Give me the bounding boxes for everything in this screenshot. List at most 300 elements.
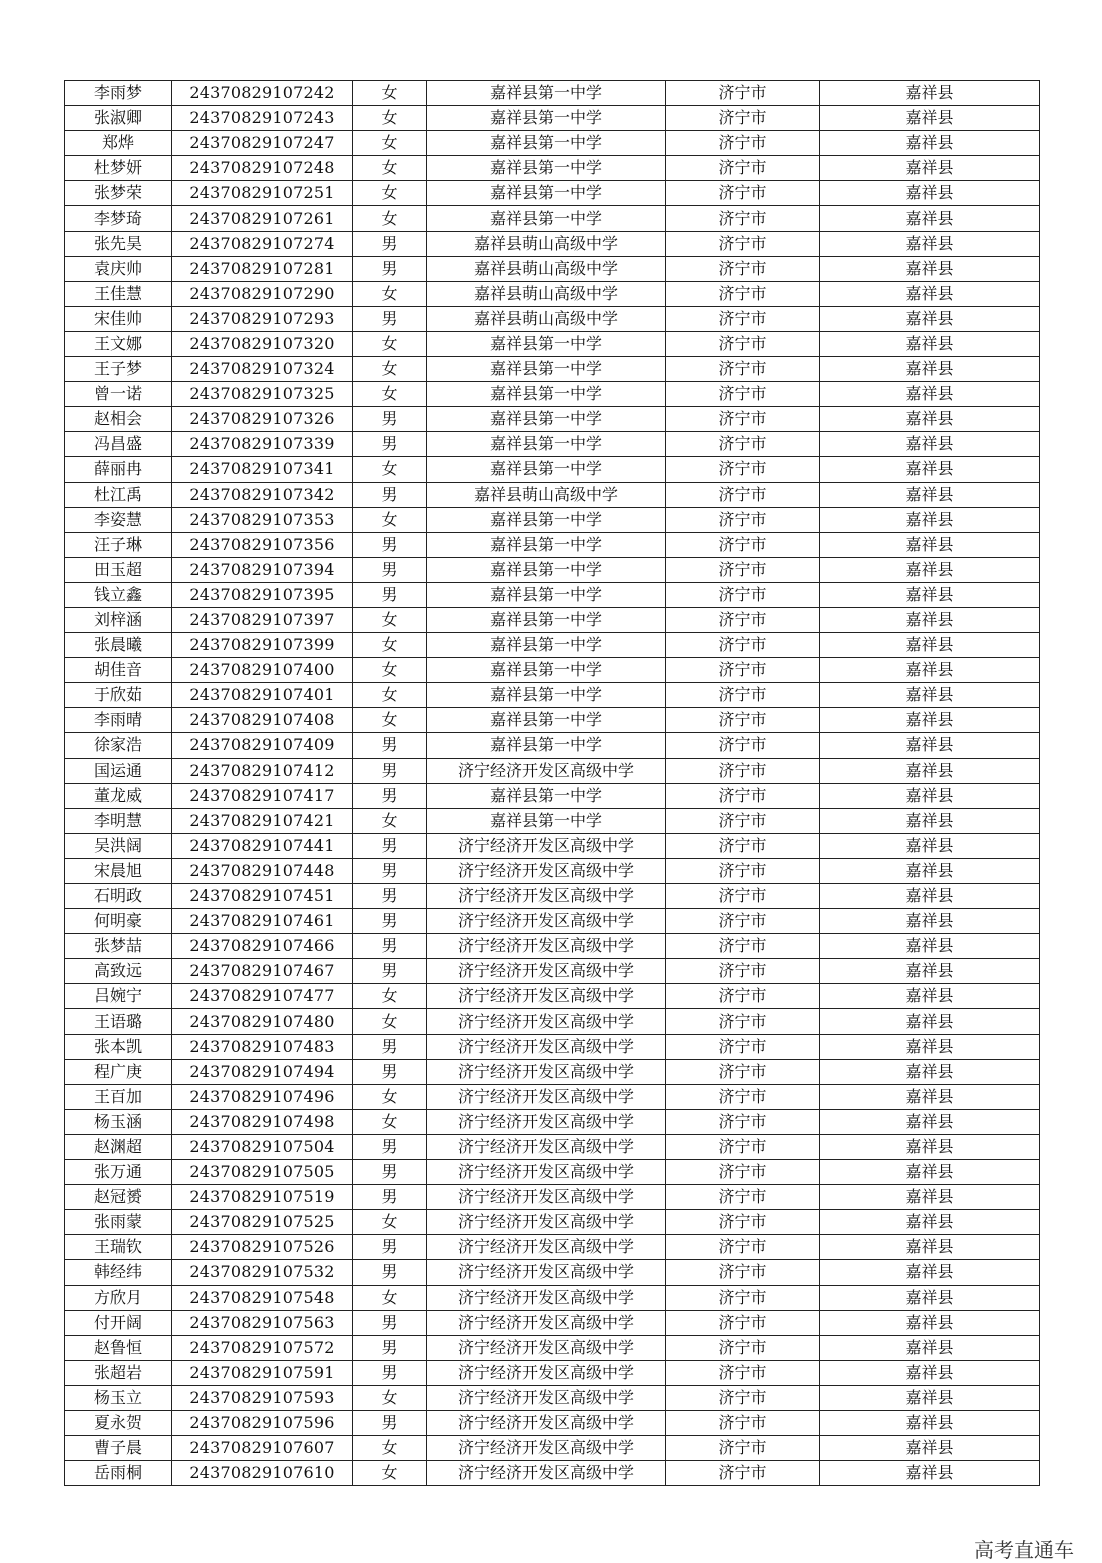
county-cell: 嘉祥县 — [820, 1134, 1040, 1159]
school-cell: 嘉祥县第一中学 — [427, 206, 666, 231]
gender-cell: 女 — [353, 181, 427, 206]
city-cell: 济宁市 — [666, 1385, 820, 1410]
county-cell: 嘉祥县 — [820, 934, 1040, 959]
county-cell: 嘉祥县 — [820, 432, 1040, 457]
table-row — [65, 181, 1040, 206]
table-row — [65, 1009, 1040, 1034]
school-cell: 嘉祥县第一中学 — [427, 156, 666, 181]
city-cell: 济宁市 — [666, 783, 820, 808]
gender-cell: 女 — [353, 206, 427, 231]
school-cell: 济宁经济开发区高级中学 — [427, 1235, 666, 1260]
table-row — [65, 256, 1040, 281]
exam-id-cell: 24370829107400 — [172, 658, 353, 683]
exam-id-cell: 24370829107596 — [172, 1410, 353, 1435]
school-cell: 嘉祥县第一中学 — [427, 131, 666, 156]
exam-id-cell: 24370829107409 — [172, 733, 353, 758]
gender-cell: 女 — [353, 81, 427, 106]
city-cell: 济宁市 — [666, 131, 820, 156]
gender-cell: 男 — [353, 532, 427, 557]
city-cell: 济宁市 — [666, 306, 820, 331]
table-row — [65, 206, 1040, 231]
student-name-cell: 李雨梦 — [65, 81, 172, 106]
student-name-cell: 赵冠赟 — [65, 1185, 172, 1210]
gender-cell: 女 — [353, 808, 427, 833]
school-cell: 济宁经济开发区高级中学 — [427, 1436, 666, 1461]
city-cell: 济宁市 — [666, 256, 820, 281]
exam-id-cell: 24370829107532 — [172, 1260, 353, 1285]
exam-id-cell: 24370829107563 — [172, 1310, 353, 1335]
county-cell: 嘉祥县 — [820, 758, 1040, 783]
exam-id-cell: 24370829107421 — [172, 808, 353, 833]
gender-cell: 男 — [353, 432, 427, 457]
gender-cell: 男 — [353, 1360, 427, 1385]
student-name-cell: 岳雨桐 — [65, 1461, 172, 1486]
gender-cell: 女 — [353, 633, 427, 658]
exam-id-cell: 24370829107353 — [172, 507, 353, 532]
student-name-cell: 张本凯 — [65, 1034, 172, 1059]
gender-cell: 男 — [353, 758, 427, 783]
city-cell: 济宁市 — [666, 1084, 820, 1109]
school-cell: 济宁经济开发区高级中学 — [427, 984, 666, 1009]
county-cell: 嘉祥县 — [820, 708, 1040, 733]
table-row — [65, 1461, 1040, 1486]
gender-cell: 女 — [353, 607, 427, 632]
county-cell: 嘉祥县 — [820, 1084, 1040, 1109]
exam-id-cell: 24370829107394 — [172, 557, 353, 582]
city-cell: 济宁市 — [666, 1310, 820, 1335]
student-name-cell: 石明政 — [65, 884, 172, 909]
county-cell: 嘉祥县 — [820, 984, 1040, 1009]
county-cell: 嘉祥县 — [820, 1160, 1040, 1185]
gender-cell: 男 — [353, 1160, 427, 1185]
exam-id-cell: 24370829107505 — [172, 1160, 353, 1185]
county-cell: 嘉祥县 — [820, 156, 1040, 181]
gender-cell: 男 — [353, 909, 427, 934]
school-cell: 嘉祥县第一中学 — [427, 733, 666, 758]
city-cell: 济宁市 — [666, 1410, 820, 1435]
county-cell: 嘉祥县 — [820, 557, 1040, 582]
school-cell: 嘉祥县第一中学 — [427, 633, 666, 658]
student-name-cell: 钱立鑫 — [65, 582, 172, 607]
city-cell: 济宁市 — [666, 909, 820, 934]
school-cell: 济宁经济开发区高级中学 — [427, 1360, 666, 1385]
student-name-cell: 王佳慧 — [65, 281, 172, 306]
county-cell: 嘉祥县 — [820, 1059, 1040, 1084]
school-cell: 济宁经济开发区高级中学 — [427, 1285, 666, 1310]
gender-cell: 男 — [353, 1410, 427, 1435]
school-cell: 嘉祥县第一中学 — [427, 106, 666, 131]
city-cell: 济宁市 — [666, 181, 820, 206]
county-cell: 嘉祥县 — [820, 1410, 1040, 1435]
table-row — [65, 758, 1040, 783]
gender-cell: 男 — [353, 934, 427, 959]
city-cell: 济宁市 — [666, 1260, 820, 1285]
table-row — [65, 934, 1040, 959]
school-cell: 济宁经济开发区高级中学 — [427, 909, 666, 934]
exam-id-cell: 24370829107290 — [172, 281, 353, 306]
student-name-cell: 张淑卿 — [65, 106, 172, 131]
city-cell: 济宁市 — [666, 1461, 820, 1486]
county-cell: 嘉祥县 — [820, 206, 1040, 231]
table-row — [65, 984, 1040, 1009]
county-cell: 嘉祥县 — [820, 331, 1040, 356]
city-cell: 济宁市 — [666, 557, 820, 582]
student-name-cell: 王语璐 — [65, 1009, 172, 1034]
table-row — [65, 1360, 1040, 1385]
school-cell: 济宁经济开发区高级中学 — [427, 858, 666, 883]
county-cell: 嘉祥县 — [820, 256, 1040, 281]
school-cell: 济宁经济开发区高级中学 — [427, 934, 666, 959]
exam-id-cell: 24370829107324 — [172, 357, 353, 382]
school-cell: 济宁经济开发区高级中学 — [427, 1185, 666, 1210]
student-name-cell: 赵鲁恒 — [65, 1335, 172, 1360]
student-name-cell: 程广庚 — [65, 1059, 172, 1084]
table-row — [65, 432, 1040, 457]
student-name-cell: 张先昊 — [65, 231, 172, 256]
school-cell: 济宁经济开发区高级中学 — [427, 1134, 666, 1159]
table-row — [65, 733, 1040, 758]
gender-cell: 女 — [353, 1084, 427, 1109]
student-name-cell: 冯昌盛 — [65, 432, 172, 457]
county-cell: 嘉祥县 — [820, 1034, 1040, 1059]
county-cell: 嘉祥县 — [820, 607, 1040, 632]
gender-cell: 女 — [353, 357, 427, 382]
student-name-cell: 张梦喆 — [65, 934, 172, 959]
exam-id-cell: 24370829107356 — [172, 532, 353, 557]
school-cell: 嘉祥县第一中学 — [427, 331, 666, 356]
city-cell: 济宁市 — [666, 357, 820, 382]
table-row — [65, 658, 1040, 683]
student-name-cell: 李梦琦 — [65, 206, 172, 231]
city-cell: 济宁市 — [666, 808, 820, 833]
county-cell: 嘉祥县 — [820, 959, 1040, 984]
city-cell: 济宁市 — [666, 1160, 820, 1185]
county-cell: 嘉祥县 — [820, 683, 1040, 708]
city-cell: 济宁市 — [666, 934, 820, 959]
school-cell: 嘉祥县萌山高级中学 — [427, 256, 666, 281]
gender-cell: 男 — [353, 1310, 427, 1335]
school-cell: 嘉祥县第一中学 — [427, 181, 666, 206]
roster-body — [65, 81, 1040, 1486]
gender-cell: 男 — [353, 256, 427, 281]
exam-id-cell: 24370829107293 — [172, 306, 353, 331]
exam-id-cell: 24370829107494 — [172, 1059, 353, 1084]
student-name-cell: 胡佳音 — [65, 658, 172, 683]
school-cell: 济宁经济开发区高级中学 — [427, 959, 666, 984]
county-cell: 嘉祥县 — [820, 1285, 1040, 1310]
county-cell: 嘉祥县 — [820, 382, 1040, 407]
school-cell: 济宁经济开发区高级中学 — [427, 1034, 666, 1059]
school-cell: 济宁经济开发区高级中学 — [427, 1335, 666, 1360]
exam-id-cell: 24370829107519 — [172, 1185, 353, 1210]
city-cell: 济宁市 — [666, 1285, 820, 1310]
student-name-cell: 王百加 — [65, 1084, 172, 1109]
city-cell: 济宁市 — [666, 959, 820, 984]
school-cell: 济宁经济开发区高级中学 — [427, 884, 666, 909]
city-cell: 济宁市 — [666, 607, 820, 632]
exam-id-cell: 24370829107448 — [172, 858, 353, 883]
gender-cell: 女 — [353, 156, 427, 181]
city-cell: 济宁市 — [666, 1134, 820, 1159]
school-cell: 嘉祥县第一中学 — [427, 808, 666, 833]
table-row — [65, 507, 1040, 532]
student-name-cell: 薛丽冉 — [65, 457, 172, 482]
gender-cell: 男 — [353, 959, 427, 984]
city-cell: 济宁市 — [666, 708, 820, 733]
exam-id-cell: 24370829107441 — [172, 833, 353, 858]
table-row — [65, 708, 1040, 733]
student-name-cell: 曹子晨 — [65, 1436, 172, 1461]
school-cell: 嘉祥县第一中学 — [427, 357, 666, 382]
exam-id-cell: 24370829107593 — [172, 1385, 353, 1410]
county-cell: 嘉祥县 — [820, 1185, 1040, 1210]
student-name-cell: 何明豪 — [65, 909, 172, 934]
county-cell: 嘉祥县 — [820, 1360, 1040, 1385]
watermark-text: 高考直通车 — [974, 1538, 1074, 1562]
student-name-cell: 方欣月 — [65, 1285, 172, 1310]
table-row — [65, 1260, 1040, 1285]
exam-id-cell: 24370829107451 — [172, 884, 353, 909]
student-roster-table — [64, 80, 1040, 1486]
table-row — [65, 959, 1040, 984]
gender-cell: 女 — [353, 507, 427, 532]
table-row — [65, 557, 1040, 582]
school-cell: 嘉祥县第一中学 — [427, 81, 666, 106]
exam-id-cell: 24370829107607 — [172, 1436, 353, 1461]
exam-id-cell: 24370829107341 — [172, 457, 353, 482]
student-name-cell: 杜梦妍 — [65, 156, 172, 181]
school-cell: 济宁经济开发区高级中学 — [427, 1410, 666, 1435]
student-name-cell: 国运通 — [65, 758, 172, 783]
city-cell: 济宁市 — [666, 1009, 820, 1034]
exam-id-cell: 24370829107401 — [172, 683, 353, 708]
table-row — [65, 1436, 1040, 1461]
gender-cell: 女 — [353, 1109, 427, 1134]
gender-cell: 男 — [353, 833, 427, 858]
table-row — [65, 482, 1040, 507]
city-cell: 济宁市 — [666, 1335, 820, 1360]
county-cell: 嘉祥县 — [820, 106, 1040, 131]
exam-id-cell: 24370829107248 — [172, 156, 353, 181]
gender-cell: 女 — [353, 382, 427, 407]
city-cell: 济宁市 — [666, 633, 820, 658]
student-name-cell: 袁庆帅 — [65, 256, 172, 281]
exam-id-cell: 24370829107320 — [172, 331, 353, 356]
exam-id-cell: 24370829107399 — [172, 633, 353, 658]
city-cell: 济宁市 — [666, 331, 820, 356]
exam-id-cell: 24370829107326 — [172, 407, 353, 432]
student-name-cell: 于欣茹 — [65, 683, 172, 708]
county-cell: 嘉祥县 — [820, 1009, 1040, 1034]
gender-cell: 男 — [353, 783, 427, 808]
exam-id-cell: 24370829107466 — [172, 934, 353, 959]
student-name-cell: 徐家浩 — [65, 733, 172, 758]
county-cell: 嘉祥县 — [820, 884, 1040, 909]
exam-id-cell: 24370829107339 — [172, 432, 353, 457]
city-cell: 济宁市 — [666, 758, 820, 783]
table-row — [65, 1285, 1040, 1310]
school-cell: 嘉祥县第一中学 — [427, 432, 666, 457]
exam-id-cell: 24370829107243 — [172, 106, 353, 131]
school-cell: 济宁经济开发区高级中学 — [427, 1260, 666, 1285]
gender-cell: 女 — [353, 1461, 427, 1486]
city-cell: 济宁市 — [666, 1210, 820, 1235]
city-cell: 济宁市 — [666, 106, 820, 131]
gender-cell: 男 — [353, 306, 427, 331]
gender-cell: 男 — [353, 1335, 427, 1360]
exam-id-cell: 24370829107395 — [172, 582, 353, 607]
school-cell: 嘉祥县第一中学 — [427, 658, 666, 683]
school-cell: 济宁经济开发区高级中学 — [427, 1109, 666, 1134]
gender-cell: 男 — [353, 1134, 427, 1159]
exam-id-cell: 24370829107251 — [172, 181, 353, 206]
school-cell: 济宁经济开发区高级中学 — [427, 1160, 666, 1185]
school-cell: 嘉祥县萌山高级中学 — [427, 281, 666, 306]
table-row — [65, 1084, 1040, 1109]
table-row — [65, 1235, 1040, 1260]
city-cell: 济宁市 — [666, 457, 820, 482]
exam-id-cell: 24370829107247 — [172, 131, 353, 156]
city-cell: 济宁市 — [666, 1109, 820, 1134]
exam-id-cell: 24370829107461 — [172, 909, 353, 934]
table-row — [65, 1160, 1040, 1185]
city-cell: 济宁市 — [666, 833, 820, 858]
table-row — [65, 106, 1040, 131]
school-cell: 嘉祥县第一中学 — [427, 783, 666, 808]
student-name-cell: 吕婉宁 — [65, 984, 172, 1009]
student-name-cell: 李雨晴 — [65, 708, 172, 733]
student-name-cell: 付开阔 — [65, 1310, 172, 1335]
county-cell: 嘉祥县 — [820, 1461, 1040, 1486]
table-row — [65, 407, 1040, 432]
county-cell: 嘉祥县 — [820, 833, 1040, 858]
exam-id-cell: 24370829107496 — [172, 1084, 353, 1109]
gender-cell: 男 — [353, 1235, 427, 1260]
city-cell: 济宁市 — [666, 884, 820, 909]
student-name-cell: 宋佳帅 — [65, 306, 172, 331]
school-cell: 嘉祥县萌山高级中学 — [427, 306, 666, 331]
gender-cell: 男 — [353, 1185, 427, 1210]
table-row — [65, 382, 1040, 407]
school-cell: 济宁经济开发区高级中学 — [427, 1385, 666, 1410]
county-cell: 嘉祥县 — [820, 1335, 1040, 1360]
student-name-cell: 张超岩 — [65, 1360, 172, 1385]
school-cell: 嘉祥县第一中学 — [427, 507, 666, 532]
school-cell: 嘉祥县第一中学 — [427, 708, 666, 733]
county-cell: 嘉祥县 — [820, 1210, 1040, 1235]
gender-cell: 女 — [353, 1436, 427, 1461]
exam-id-cell: 24370829107591 — [172, 1360, 353, 1385]
exam-id-cell: 24370829107408 — [172, 708, 353, 733]
student-name-cell: 王瑞钦 — [65, 1235, 172, 1260]
student-name-cell: 赵渊超 — [65, 1134, 172, 1159]
student-name-cell: 李姿慧 — [65, 507, 172, 532]
table-row — [65, 1134, 1040, 1159]
city-cell: 济宁市 — [666, 1235, 820, 1260]
city-cell: 济宁市 — [666, 683, 820, 708]
exam-id-cell: 24370829107525 — [172, 1210, 353, 1235]
county-cell: 嘉祥县 — [820, 783, 1040, 808]
school-cell: 济宁经济开发区高级中学 — [427, 1461, 666, 1486]
city-cell: 济宁市 — [666, 1059, 820, 1084]
exam-id-cell: 24370829107417 — [172, 783, 353, 808]
gender-cell: 女 — [353, 331, 427, 356]
exam-id-cell: 24370829107483 — [172, 1034, 353, 1059]
table-row — [65, 607, 1040, 632]
county-cell: 嘉祥县 — [820, 658, 1040, 683]
table-row — [65, 1059, 1040, 1084]
school-cell: 嘉祥县第一中学 — [427, 457, 666, 482]
table-row — [65, 909, 1040, 934]
gender-cell: 女 — [353, 1385, 427, 1410]
table-row — [65, 1310, 1040, 1335]
city-cell: 济宁市 — [666, 206, 820, 231]
county-cell: 嘉祥县 — [820, 306, 1040, 331]
table-row — [65, 231, 1040, 256]
county-cell: 嘉祥县 — [820, 532, 1040, 557]
gender-cell: 女 — [353, 1285, 427, 1310]
school-cell: 嘉祥县第一中学 — [427, 407, 666, 432]
exam-id-cell: 24370829107610 — [172, 1461, 353, 1486]
table-row — [65, 457, 1040, 482]
exam-id-cell: 24370829107572 — [172, 1335, 353, 1360]
exam-id-cell: 24370829107261 — [172, 206, 353, 231]
city-cell: 济宁市 — [666, 582, 820, 607]
county-cell: 嘉祥县 — [820, 231, 1040, 256]
county-cell: 嘉祥县 — [820, 909, 1040, 934]
student-name-cell: 王文娜 — [65, 331, 172, 356]
city-cell: 济宁市 — [666, 231, 820, 256]
exam-id-cell: 24370829107477 — [172, 984, 353, 1009]
city-cell: 济宁市 — [666, 733, 820, 758]
table-row — [65, 532, 1040, 557]
table-row — [65, 331, 1040, 356]
city-cell: 济宁市 — [666, 858, 820, 883]
gender-cell: 女 — [353, 1210, 427, 1235]
student-name-cell: 曾一诺 — [65, 382, 172, 407]
table-row — [65, 357, 1040, 382]
gender-cell: 男 — [353, 1034, 427, 1059]
gender-cell: 女 — [353, 683, 427, 708]
city-cell: 济宁市 — [666, 507, 820, 532]
school-cell: 嘉祥县第一中学 — [427, 382, 666, 407]
student-name-cell: 王子梦 — [65, 357, 172, 382]
school-cell: 嘉祥县第一中学 — [427, 607, 666, 632]
student-name-cell: 宋晨旭 — [65, 858, 172, 883]
table-row — [65, 1109, 1040, 1134]
student-name-cell: 张梦荣 — [65, 181, 172, 206]
table-row — [65, 858, 1040, 883]
school-cell: 济宁经济开发区高级中学 — [427, 1059, 666, 1084]
gender-cell: 女 — [353, 658, 427, 683]
school-cell: 嘉祥县第一中学 — [427, 582, 666, 607]
student-name-cell: 杜江禹 — [65, 482, 172, 507]
city-cell: 济宁市 — [666, 382, 820, 407]
table-row — [65, 1185, 1040, 1210]
county-cell: 嘉祥县 — [820, 1310, 1040, 1335]
city-cell: 济宁市 — [666, 1360, 820, 1385]
school-cell: 济宁经济开发区高级中学 — [427, 758, 666, 783]
gender-cell: 男 — [353, 231, 427, 256]
table-row — [65, 633, 1040, 658]
exam-id-cell: 24370829107526 — [172, 1235, 353, 1260]
table-row — [65, 783, 1040, 808]
county-cell: 嘉祥县 — [820, 808, 1040, 833]
exam-id-cell: 24370829107274 — [172, 231, 353, 256]
student-name-cell: 吴洪阔 — [65, 833, 172, 858]
table-row — [65, 306, 1040, 331]
county-cell: 嘉祥县 — [820, 357, 1040, 382]
